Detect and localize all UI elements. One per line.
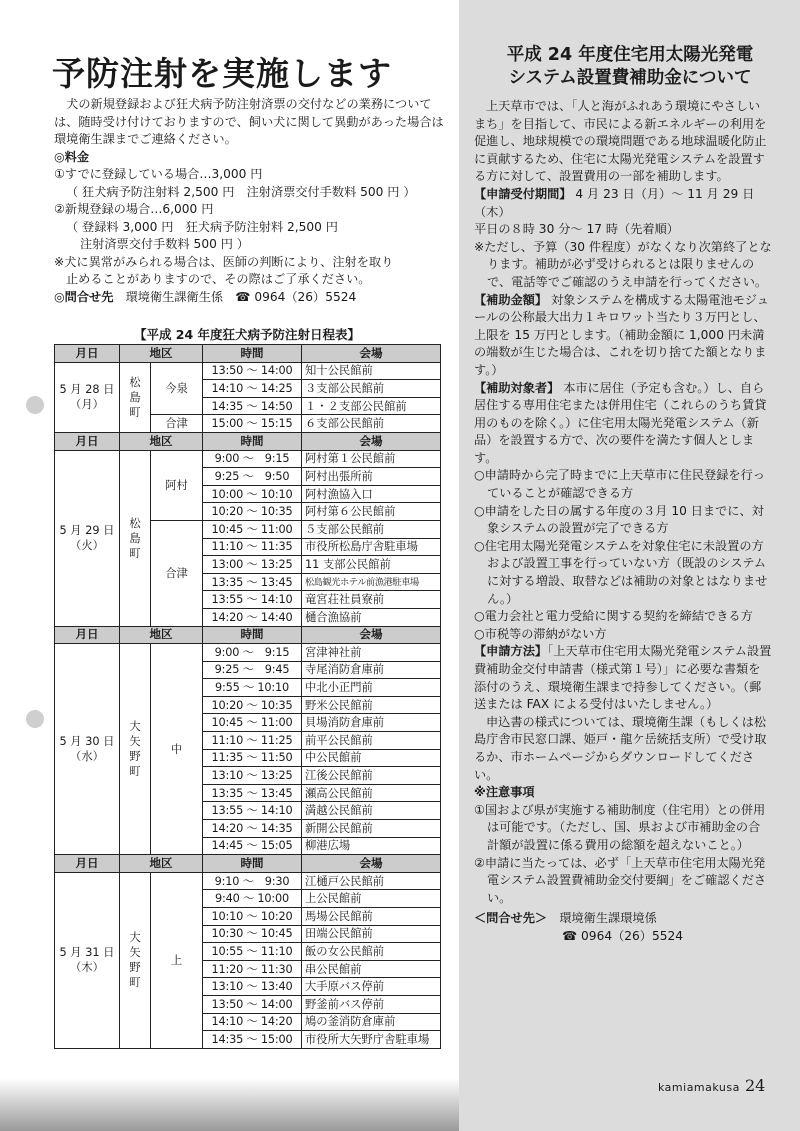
contact-value: 環境衛生課衛生係 ☎ 0964（26）5524 [125, 289, 357, 304]
time-cell: 14:45 ～ 15:05 [203, 837, 302, 855]
header-venue: 会場 [302, 432, 441, 450]
venue-cell: 樋合漁協前 [302, 608, 441, 626]
area-cell: 合津 [151, 415, 203, 433]
venue-cell: 新開公民館前 [302, 820, 441, 838]
header-time: 時間 [203, 855, 302, 873]
time-cell: 14:10 ～ 14:20 [203, 1013, 302, 1031]
venue-cell: 野釜前バス停前 [302, 995, 441, 1013]
condition-item: ○申請時から完了時までに上天草市に住民登録を行っていることが確認できる方 [474, 468, 765, 501]
schedule-table [54, 344, 441, 1049]
schedule-header-row [55, 626, 441, 644]
venue-cell: 江後公民館前 [302, 767, 441, 785]
time-cell: 15:00 ～ 15:15 [203, 415, 302, 433]
venue-cell: 阿村漁協入口 [302, 485, 441, 503]
schedule-header-row [55, 855, 441, 873]
period-value: 4 月 23 日（月）～ 11 月 29 日（木） [474, 186, 755, 219]
venue-cell: 鳩の釜消防倉庫前 [302, 1013, 441, 1031]
condition-item: ○住宅用太陽光発電システムを対象住宅に未設置の方および設置工事を行っていない方（既設のシステムに対する増設、取替などは補助の対象とはなりません。） [474, 538, 768, 606]
venue-cell: 飯の女公民館前 [302, 943, 441, 961]
fee-detail: （ 登録料 3,000 円 狂犬病予防注射料 2,500 円 [66, 219, 338, 234]
venue-cell: 竜宮荘社員寮前 [302, 591, 441, 609]
solar-intro: 上天草市では、「人と海がふれあう環境にやさしいまち」を目指して、市民による新エネルギーの利用を促進し、地球規模での環境問題である地球温暖化防止に貢献するため、住宅に太陽光発電システムを設置する方に対して、設置費用の一部を補助します。 [474, 99, 767, 184]
venue-cell: 中公民館前 [302, 749, 441, 767]
schedule-header-row [55, 345, 441, 363]
header-area: 地区 [120, 855, 203, 873]
solar-title-line: 平成 24 年度住宅用太陽光発電 [506, 45, 754, 65]
time-cell: 9:00 ～ 9:15 [203, 644, 302, 662]
condition-item: ○電力会社と電力受給に関する契約を締結できる方 [474, 609, 753, 624]
venue-cell: 宮津神社前 [302, 644, 441, 662]
table-row [55, 644, 441, 662]
solar-contact-label: ＜問合せ先＞ [474, 911, 548, 926]
venue-cell: 寺尾消防倉庫前 [302, 661, 441, 679]
time-cell: 13:55 ～ 14:10 [203, 591, 302, 609]
area-cell: 今泉 [151, 362, 203, 415]
period-hours: 平日の８時 30 分～ 17 時（先着順） [474, 222, 679, 237]
header-venue: 会場 [302, 855, 441, 873]
header-time: 時間 [203, 345, 302, 363]
venue-cell: 馬場公民館前 [302, 908, 441, 926]
solar-contact-line [474, 910, 772, 928]
header-area: 地区 [120, 345, 203, 363]
note: 止めることがありますので、その際はご了承ください。 [66, 272, 371, 286]
venue-cell: 瀬高公民館前 [302, 784, 441, 802]
time-cell: 14:10 ～ 14:25 [203, 380, 302, 398]
venue-cell: 松島観光ホテル前漁港駐車場 [302, 573, 441, 591]
time-cell: 13:10 ～ 13:40 [203, 978, 302, 996]
table-row [55, 872, 441, 890]
time-cell: 9:25 ～ 9:50 [203, 468, 302, 486]
schedule-title: 【平成 24 年度狂犬病予防注射日程表】 [133, 327, 361, 342]
time-cell: 14:35 ～ 14:50 [203, 397, 302, 415]
venue-cell: 大手原バス停前 [302, 978, 441, 996]
time-cell: 10:20 ～ 10:35 [203, 503, 302, 521]
period-line [474, 186, 772, 221]
solar-title [470, 44, 790, 90]
condition-item: ○申請をした日の属する年度の３月 10 日までに、対象システムの設置が完了できる方 [474, 503, 764, 536]
area-cell: 阿村 [151, 450, 203, 520]
solar-body [474, 98, 772, 946]
time-cell: 13:00 ～ 13:25 [203, 556, 302, 574]
header-date: 月日 [55, 855, 120, 873]
target-value: 本市に居住（予定も含む。）し、自ら居住する専用住宅または併用住宅（これらのうち賃貸用のものを除く。）に住宅用太陽光発電システム（新品）を設置する方で、次の要件を満たす個人とします。 [474, 380, 767, 465]
condition-item: ○市税等の滞納がない方 [474, 626, 607, 641]
time-cell: 10:00 ～ 10:10 [203, 485, 302, 503]
town-cell: 大 矢 野 町 [120, 872, 151, 1048]
date-cell: 5 月 28 日 （月） [55, 362, 120, 432]
area-cell: 合津 [151, 520, 203, 626]
venue-cell: 満越公民館前 [302, 802, 441, 820]
date-cell: 5 月 29 日 （火） [55, 450, 120, 626]
binder-hole [26, 396, 44, 414]
target-label: 【補助対象者】 [474, 380, 560, 395]
header-time: 時間 [203, 432, 302, 450]
binder-hole [26, 710, 44, 728]
time-cell: 9:40 ～ 10:00 [203, 890, 302, 908]
target-line [474, 380, 772, 468]
caution-heading: ※注意事項 [474, 785, 535, 800]
fee-heading: ◎料金 [54, 149, 90, 164]
contact-line [54, 289, 446, 307]
header-area: 地区 [120, 626, 203, 644]
venue-cell: 上公民館前 [302, 890, 441, 908]
page-number: 24 [744, 1076, 766, 1095]
town-cell: 大 矢 野 町 [120, 644, 151, 855]
amount-line [474, 292, 772, 380]
time-cell: 13:50 ～ 14:00 [203, 362, 302, 380]
venue-cell: １・２支部公民館前 [302, 397, 441, 415]
table-row [55, 450, 441, 468]
time-cell: 13:35 ～ 13:45 [203, 784, 302, 802]
time-cell: 11:20 ～ 11:30 [203, 960, 302, 978]
caution-item: ①国および県が実施する補助制度（住宅用）との併用は可能です。（ただし、国、県および市補助金の合計額が設置に係る費用の総額を超えないこと。） [474, 802, 766, 852]
venue-cell: 阿村第６公民館前 [302, 503, 441, 521]
time-cell: 13:35 ～ 13:45 [203, 573, 302, 591]
fee-item: ①すでに登録している場合…3,000 円 [54, 167, 263, 181]
header-venue: 会場 [302, 345, 441, 363]
fee-item: ②新規登録の場合…6,000 円 [54, 202, 214, 216]
time-cell: 10:20 ～ 10:35 [203, 696, 302, 714]
area-cell: 中 [151, 644, 203, 855]
venue-cell: 前平公民館前 [302, 732, 441, 750]
venue-cell: 田端公民館前 [302, 925, 441, 943]
venue-cell: 知十公民館前 [302, 362, 441, 380]
contact-label: ◎問合せ先 [54, 289, 114, 304]
bottom-shade [0, 1078, 459, 1131]
venue-cell: ３支部公民館前 [302, 380, 441, 398]
time-cell: 13:10 ～ 13:25 [203, 767, 302, 785]
time-cell: 10:45 ～ 11:00 [203, 520, 302, 538]
town-cell: 松 島 町 [120, 362, 151, 432]
time-cell: 11:10 ～ 11:35 [203, 538, 302, 556]
venue-cell: 串公民館前 [302, 960, 441, 978]
solar-title-line: システム設置費補助金について [508, 68, 752, 88]
fee-detail: （ 狂犬病予防注射料 2,500 円 注射済票交付手数料 500 円 ） [66, 184, 416, 199]
footer-brand: kamiamakusa [658, 1081, 740, 1094]
period-note: ※ただし、予算（30 件程度）がなくなり次第終了となります。補助が必ず受けられるとは限りませんので、電話等でご確認のうえ申請を行ってください。 [474, 239, 772, 289]
time-cell: 9:00 ～ 9:15 [203, 450, 302, 468]
venue-cell: 柳港広場 [302, 837, 441, 855]
schedule-header-row [55, 432, 441, 450]
time-cell: 13:50 ～ 14:00 [203, 995, 302, 1013]
method-label: 【申請方法】 [474, 644, 548, 659]
header-venue: 会場 [302, 626, 441, 644]
venue-cell: 貝場消防倉庫前 [302, 714, 441, 732]
time-cell: 10:45 ～ 11:00 [203, 714, 302, 732]
venue-cell: 市役所大矢野庁舎駐車場 [302, 1031, 441, 1049]
fee-detail: 注射済票交付手数料 500 円 ） [80, 237, 249, 251]
caution-item: ②申請に当たっては、必ず「上天草市住宅用太陽光発電システム設置費補助金交付要綱」をご確認ください。 [474, 855, 767, 905]
time-cell: 10:30 ～ 10:45 [203, 925, 302, 943]
method-line [474, 643, 772, 713]
form-note: 申込書の様式については、環境衛生課（もしくは松島庁舎市民窓口課、姫戸・龍ケ岳統括支所）で受け取るか、市ホームページからダウンロードしてください。 [474, 714, 767, 782]
amount-label: 【補助金額】 [474, 292, 548, 307]
time-cell: 9:10 ～ 9:30 [203, 872, 302, 890]
solar-contact-phone: ☎ 0964（26）5524 [562, 928, 683, 943]
page-title: 予防注射を実施します [52, 54, 392, 93]
method-value: 「上天草市住宅用太陽光発電システム設置費補助金交付申請書（様式第１号）」に必要な書類を添付のうえ、環境衛生課まで持参してください。（郵送または FAX による受付はいたしません。） [474, 644, 772, 712]
solar-contact-dept: 環境衛生課環境係 [559, 911, 657, 926]
time-cell: 14:35 ～ 15:00 [203, 1031, 302, 1049]
date-cell: 5 月 31 日 （木） [55, 872, 120, 1048]
time-cell: 10:10 ～ 10:20 [203, 908, 302, 926]
time-cell: 9:25 ～ 9:45 [203, 661, 302, 679]
header-date: 月日 [55, 626, 120, 644]
time-cell: 14:20 ～ 14:40 [203, 608, 302, 626]
venue-cell: ６支部公民館前 [302, 415, 441, 433]
table-row [55, 362, 441, 380]
time-cell: 9:55 ～ 10:10 [203, 679, 302, 697]
venue-cell: 中北小正門前 [302, 679, 441, 697]
time-cell: 11:10 ～ 11:25 [203, 732, 302, 750]
time-cell: 11:35 ～ 11:50 [203, 749, 302, 767]
amount-value: 対象システムを構成する太陽電池モジュールの公称最大出力１キロワット当たり３万円とし、上限を 15 万円とします。（補助金額に 1,000 円未満の端数が生じた場合は、これを切り捨てた額となります。） [474, 292, 769, 377]
note: ※犬に異常がみられる場合は、医師の判断により、注射を取り [54, 254, 394, 269]
venue-cell: ５支部公民館前 [302, 520, 441, 538]
intro-section [54, 96, 446, 306]
venue-cell: 阿村出張所前 [302, 468, 441, 486]
period-label: 【申請受付期間】 [474, 186, 572, 201]
header-date: 月日 [55, 432, 120, 450]
area-cell: 上 [151, 872, 203, 1048]
page-footer [658, 1076, 765, 1095]
intro-text: 犬の新規登録および狂犬病予防注射済票の交付などの業務については、随時受け付けておりますので、飼い犬に関して異動があった場合は環境衛生課までご連絡ください。 [54, 97, 444, 146]
venue-cell: 阿村第１公民館前 [302, 450, 441, 468]
header-area: 地区 [120, 432, 203, 450]
venue-cell: 市役所松島庁舎駐車場 [302, 538, 441, 556]
town-cell: 松 島 町 [120, 450, 151, 626]
time-cell: 14:20 ～ 14:35 [203, 820, 302, 838]
header-time: 時間 [203, 626, 302, 644]
venue-cell: 野米公民館前 [302, 696, 441, 714]
time-cell: 13:55 ～ 14:10 [203, 802, 302, 820]
venue-cell: 江樋戸公民館前 [302, 872, 441, 890]
date-cell: 5 月 30 日 （水） [55, 644, 120, 855]
time-cell: 10:55 ～ 11:10 [203, 943, 302, 961]
venue-cell: 11 支部公民館前 [302, 556, 441, 574]
header-date: 月日 [55, 345, 120, 363]
